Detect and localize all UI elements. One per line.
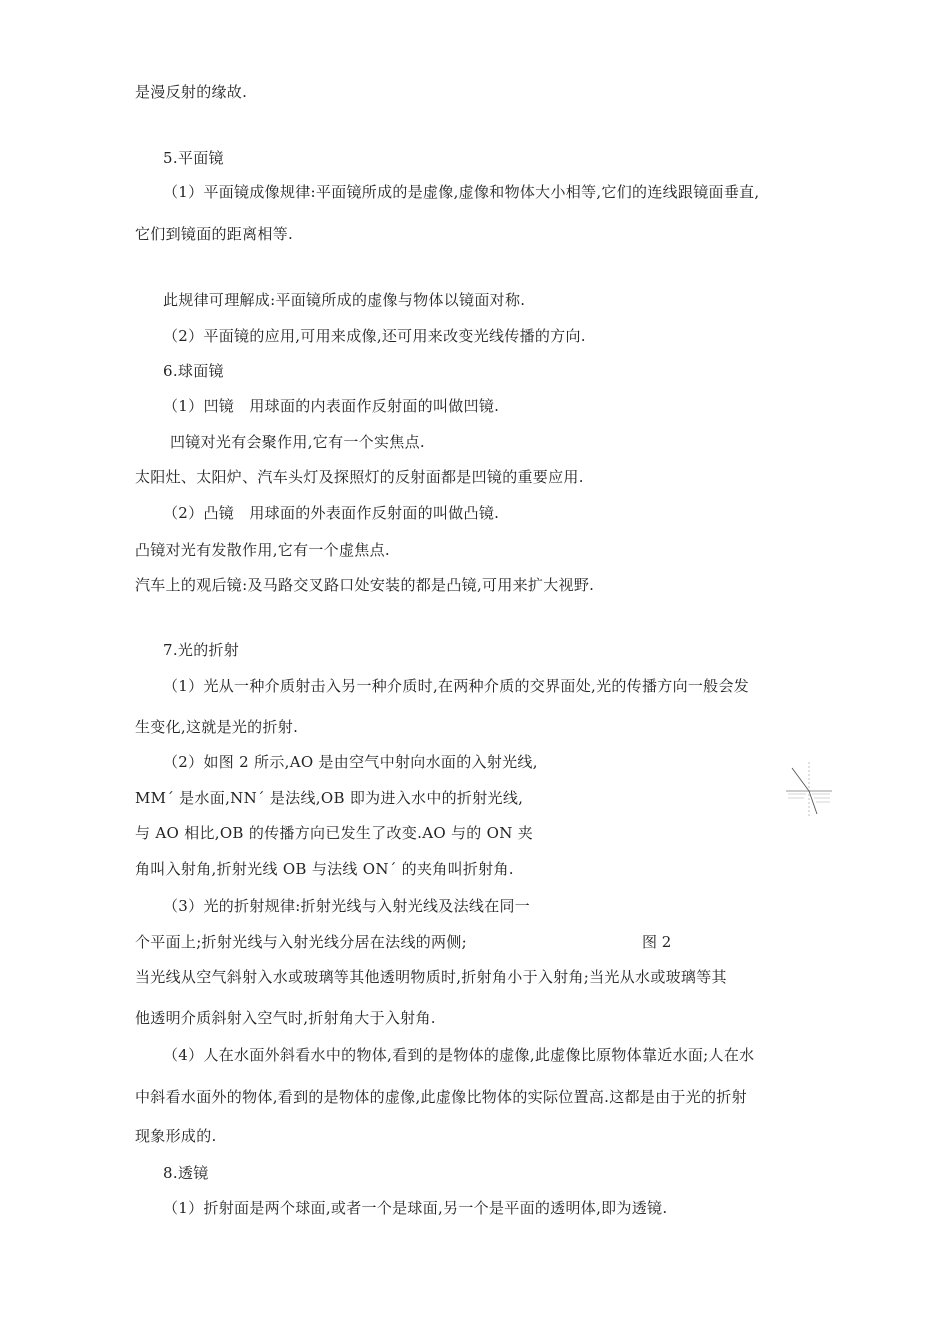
- text-line: （1）凹镜 用球面的内表面作反射面的叫做凹镜.: [163, 397, 500, 415]
- text-line: （1）平面镜成像规律:平面镜所成的是虚像,虚像和物体大小相等,它们的连线跟镜面垂直,: [163, 183, 760, 201]
- text-line: MM´ 是水面,NN´ 是法线,OB 即为进入水中的折射光线,: [135, 789, 524, 807]
- text-line: （1）光从一种介质射击入另一种介质时,在两种介质的交界面处,光的传播方向一般会发: [163, 677, 750, 695]
- text-line: 现象形成的.: [135, 1127, 217, 1145]
- text-line: 太阳灶、太阳炉、汽车头灯及探照灯的反射面都是凹镜的重要应用.: [135, 468, 584, 486]
- text-line: 个平面上;折射光线与入射光线分居在法线的两侧;: [135, 933, 468, 951]
- text-line: 它们到镜面的距离相等.: [135, 225, 294, 243]
- text-line: 生变化,这就是光的折射.: [135, 718, 299, 736]
- refraction-figure: [784, 758, 834, 818]
- text-line: 此规律可理解成:平面镜所成的虚像与物体以镜面对称.: [163, 291, 526, 309]
- text-line: 他透明介质斜射入空气时,折射角大于入射角.: [135, 1009, 436, 1027]
- text-line: 是漫反射的缘故.: [135, 83, 248, 101]
- text-line: （2）如图 2 所示,AO 是由空气中射向水面的入射光线,: [163, 753, 538, 771]
- section-heading: 6.球面镜: [163, 362, 224, 380]
- text-line: 与 AO 相比,OB 的传播方向已发生了改变.AO 与的 ON 夹: [135, 824, 534, 842]
- text-line: （2）平面镜的应用,可用来成像,还可用来改变光线传播的方向.: [163, 327, 586, 345]
- text-line: 中斜看水面外的物体,看到的是物体的虚像,此虚像比物体的实际位置高.这都是由于光的折射: [135, 1088, 747, 1106]
- text-line: （4）人在水面外斜看水中的物体,看到的是物体的虚像,此虚像比原物体靠近水面;人在水: [163, 1046, 755, 1064]
- text-line: （3）光的折射规律:折射光线与入射光线及法线在同一: [163, 897, 531, 915]
- text-line: 凹镜对光有会聚作用,它有一个实焦点.: [170, 433, 425, 451]
- text-line: （2）凸镜 用球面的外表面作反射面的叫做凸镜.: [163, 504, 500, 522]
- text-line: 角叫入射角,折射光线 OB 与法线 ON´ 的夹角叫折射角.: [135, 860, 514, 878]
- section-heading: 5.平面镜: [163, 149, 224, 167]
- text-line: （1）折射面是两个球面,或者一个是球面,另一个是平面的透明体,即为透镜.: [163, 1199, 668, 1217]
- text-line: 汽车上的观后镜:及马路交叉路口处安装的都是凸镜,可用来扩大视野.: [135, 576, 595, 594]
- section-heading: 7.光的折射: [163, 641, 240, 659]
- figure-caption: 图 2: [642, 933, 672, 951]
- section-heading: 8.透镜: [163, 1164, 209, 1182]
- text-line: 当光线从空气斜射入水或玻璃等其他透明物质时,折射角小于入射角;当光从水或玻璃等其: [135, 968, 727, 986]
- text-line: 凸镜对光有发散作用,它有一个虚焦点.: [135, 541, 390, 559]
